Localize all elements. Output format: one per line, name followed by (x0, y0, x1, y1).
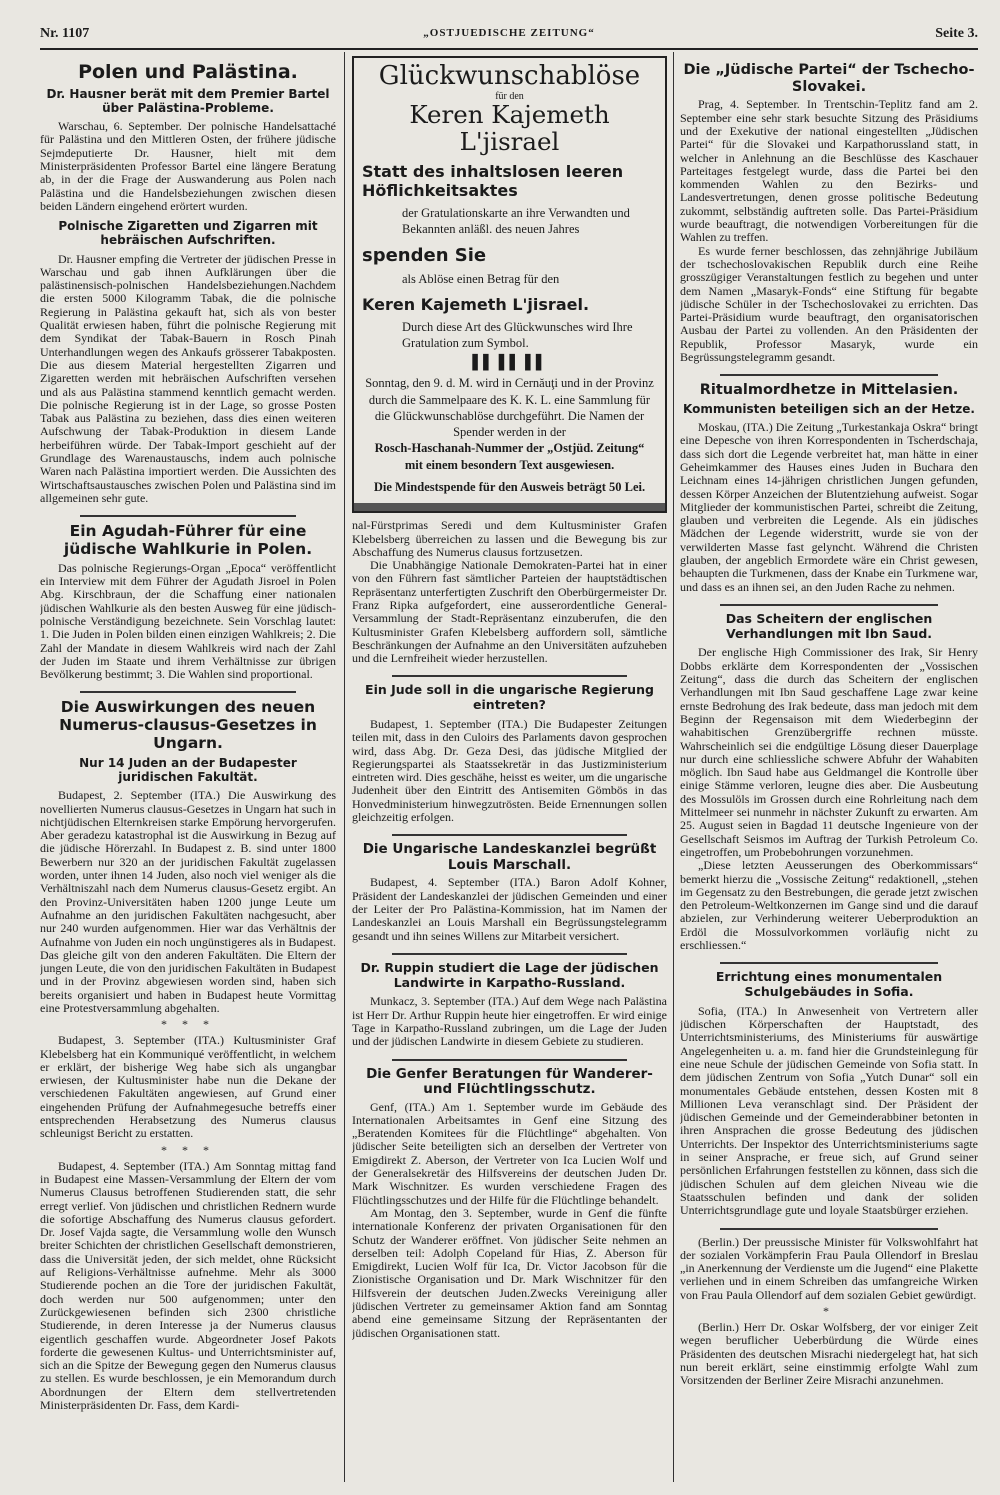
paragraph: (Berlin.) Herr Dr. Oskar Wolfsberg, der vor einiger Zeit wegen beruflicher Ueberbürdung die Würde eines Präsidenten des deutschen Misrachi niedergelegt hat, hat sich nun bereit erklärt, seine einstimmig erfolgte Wahl zum Vorsitzenden der Berliner Zeire Misrachi anzunehmen. (680, 1320, 978, 1388)
column-middle (352, 56, 667, 1481)
paragraph: Budapest, 2. September (ITA.) Die Auswirkung des novellierten Numerus clausus-Gesetzes in Ungarn hat such in nichtjüdischen Elternkreisen starke Empörung hervorgerufen. Aber geradezu katastrophal ist die Auswirkung in Bezug auf die jüdische Hörerzahl. In Budapest z. B. sind unter 1800 Bewerbern nur 320 an der juridischen Fakultät zugelassen worden, unter ihnen 14 Juden, also noch viel weniger als die Verhältniszahl nach dem Numerus clausus-Gesetz ergibt. An den Provinz-Universitäten haben 1200 junge Leute um Aufnahme an den juridischen Fakultäten nachgesucht, aber nur 240 wurden aufgenommen. Hier war das Verhältnis der Aufnahme von Juden ein noch ungünstigeres als in Budapest. Das gleiche gilt von den anderen Fakultäten. Die Eltern der jungen Leute, die von den juridischen Fakultäten in Budapest und in der Provinz abgewiesen worden sind, haben sich bereits organisiert und haben in Budapest heute Vormittag eine Protestversammlung abgehalten. (40, 788, 336, 1015)
divider (720, 374, 938, 376)
paragraph: Genf, (ITA.) Am 1. September wurde im Gebäude des Internationalen Arbeitsamtes in Genf eine Sitzung des „Beratenden Komitees für die Flüchtlinge“ abgehalten. Von jüdischer Seite beteiligten sich an derselben der Vertreter von Emigdirekt Z. Aberson, der Vertreter von Ica Lucien Wolf und der Generalsekretär des Hilfsvereins der deutschen Juden Dr. Mark Wischnitzer. Es wurden verschiedene Fragen des Flüchtlingsschutzes und der Hilfe für die Flüchtlinge behandelt. (352, 1099, 667, 1207)
article-title: Ein Jude soll in die ungarische Regierung eintreten? (365, 682, 654, 713)
paragraph: Budapest, 4. September (ITA.) Baron Adolf Kohner, Präsident der Landeskanzlei der jüdischen Gemeinden und einer der Leiter der Pro Palästina-Kommission, hat im Namen der Landeskanzlei an Louis Marshall ein Begrüssungstelegramm gesandt und ihn seines Willens zur Mitarbeit versichert. (352, 875, 667, 943)
article-subtitle: Dr. Hausner berät mit dem Premier Bartel über Palästina-Probleme. (46, 86, 330, 115)
column-rule (344, 52, 345, 1482)
paragraph: Dr. Hausner empfing die Vertreter der jüdischen Presse in Warschau und gab ihnen Aufklärungen über die palästinensisch-polnischen Handelsbeziehungen.Nachdem die ersten 5000 Kilogramm Tabak, die die polnische Regierung in Palästina gekauft hat, sich als von bester Qualität erwiesen haben, führt die polnische Regierung mit dem Syndikat der Tabak-Bauern in Rosch Pinah Unterhandlungen wegen des Ankaufs grösserer Tabakposten. Die aus diesem Material hergestellten Zigarren und Zigaretten werden mit hebräischen Aufschriften versehen und als aus Palästina stammend kenntlich gemacht werden. Die polnische Regierung ist in der Lage, so grosse Posten Tabak aus Palästina zu beziehen, dass dies einen weiteren Aufschwung der Tabak-Produktion in diesem Lande herbeiführen würde. Der Tabak-Import geschieht auf der Grundlage des Warenaustauschs, indem auch polnische Waren nach Palästina importiert werden. Die Aussichten des Wirtschaftsaustausches zwischen Polen und Palästina sind im allgemeinen sehr gute. (40, 251, 336, 505)
divider (720, 604, 938, 606)
page-header (40, 22, 978, 46)
ad-small-text: für den (495, 90, 524, 102)
article-title: Errichtung eines monumentalen Schulgebäudes in Sofia. (715, 969, 943, 1000)
paragraph: Der englische High Commissioner des Irak, Sir Henry Dobbs erklärte dem Korrespondenten der „Vossischen Zeitung“, dass die durch das Scheitern der englischen Verhandlungen mit Ibn Saud geschaffene Lage zwar keine ernste Bedrohung des Irak bedeute, dass man jedoch mit dem Beginn der Regensaison mit dem Wiederbeginn der wahabitischen Grenzübergriffe rechnen müsste. Wahrscheinlich sei die endgültige Lösung dieser Dauerplage nur durch eine schliessliche schwere Abfuhr der Wahabiten möglich. Ibn Saud habe aus Geldmangel die Kontrolle über einige Stämme verloren, leugne dies aber. Die Ausbeutung des Mossulöls im Grossen durch eine Rohrleitung nach dem Mittelmeer sei nunmehr in nächster Zukunft zu erwarten. Am 25. August seien in Bagdad 11 deutsche Ingenieure von der Gesellschaft Seismos im Auftrag der Turkish Petroleum Co. eingetroffen, um Probebohrungen vorzunehmen. (680, 645, 978, 859)
article-subtitle: Nur 14 Juden an der Budapester juridischen Fakultät. (79, 755, 297, 785)
paragraph: Die Unabhängige Nationale Demokraten-Partei hat in einer von den Führern fast sämtlicher Parteien der hauptstädtischen Repräsentanz unterfertigten Zuschrift den Oberbürgermeister Dr. Franz Ripka aufgefordert, eine ausserordentliche General-Versammlung der Stadt-Repräsentanz einzuberufen, die den Kultusminister Grafen Klebelsberg auffordern soll, sämtliche Beschränkungen der Aufnahme an den Universitäten aufzuheben und die Lernfreiheit wieder herzustellen. (352, 558, 667, 666)
paragraph: Prag, 4. September. In Trentschin-Teplitz fand am 2. September eine sehr stark besuchte Sitzung des Präsidiums und der Exekutive der national eingestellten „Jüdischen Partei“ für die Slovakei und Karpathorussland statt, in welcher in Anlehnung an die Beschlüsse des Kaschauer Parteitages festgelegt wurde, dass die Partei bei den kommenden Wahlen zu den Bezirks- und Landesvertretungen, denen grosse politische Bedeutung zukommt, selbständig auftreten solle. Das Partei-Präsidium wurde beauftragt, die notwendigen Vorbereitungen für die Wahlen zu treffen. (680, 97, 978, 245)
paragraph: (Berlin.) Der preussische Minister für Volkswohlfahrt hat der sozialen Vorkämpferin Frau Paula Ollendorf in Breslau „in Anerkennung der Verdienste um die Jugend“ eine Plakette verliehen und in einem Schreiben das umfangreiche Wirken von Frau Paula Ollendorf auf dem sozialen Gebiet gewürdigt. (680, 1234, 978, 1302)
divider (392, 834, 627, 836)
paragraph: nal-Fürstprimas Seredi und dem Kultusminister Grafen Klebelsberg überreichen zu lassen und die Bewegung bis zur Abschaffung des Numerus clausus fortzusetzen. (352, 518, 667, 559)
paragraph: Sofia, (ITA.) In Anwesenheit von Vertretern aller jüdischen Körperschaften der Hauptstadt, des Unterrichtsministeriums, des Ministeriums für auswärtige Angelegenheiten u. a. m. fand hier die Grundsteinlegung für eine neue Schule der jüdischen Gemeinde von Sofia statt. In dem jüdischen Zentrum von Sofia „Yutch Dunar“ soll ein monumentales Gebäude entstehen, dessen Kosten mit 8 Millionen Leva veranschlagt sind. Der Präsident der jüdischen Gemeinde und der Gemeinderabbiner betonten in ihren Ansprachen die grosse Bedeutung des jüdischen Unterrichts. Der Inspektor des Unterrichtsministeriums sagte in seiner Ansprache, er freue sich, auf Grund seiner persönlichen Erfahrungen feststellen zu können, dass sich die jüdischen Schulen auf dem gleichen Niveau wie die Staatsschulen befinden und dank der soliden Unterrichtsgrundlage gute und loyale Staatsbürger erziehen. (680, 1003, 978, 1218)
article-subtitle: Kommunisten beteiligen sich an der Hetze. (682, 401, 975, 416)
column-left (40, 56, 336, 1481)
ad-text: Durch diese Art des Glückwunsches wird Ihre Gratulation zum Symbol. (402, 320, 633, 350)
ad-text: Rosch-Haschanah-Nummer der „Ostjüd. Zeitung“ (374, 441, 645, 456)
divider (80, 515, 296, 517)
ad-title: Keren Kajemeth L'jisrael (409, 99, 610, 156)
column-rule (673, 52, 674, 1482)
paragraph: Am Montag, den 3. September, wurde in Genf die fünfte internationale Konferenz der privaten Organisationen für den Schutz der Wanderer eröffnet. Von jüdischer Seite nehmen an derselben teil: Adolph Copeland für Hias, Z. Aberson für Emigdirekt, Lucien Wolf für Ica, Dr. Victor Jacobson für die Zionistische Organisation und Dr. Mark Wischnitzer für den Hilfsverein der deutschen Juden.Zwecks Vereinigung aller jüdischen Vertreter zu gemeinsamer Aktion fand am Sonntag abend eine gemeinsame Sitzung der Repräsentanten der jüdischen Organisationen statt. (352, 1205, 667, 1340)
ad-ornament: ▌▌ ▌▌ ▌▌ (472, 355, 547, 372)
article-title: Die Auswirkungen des neuen Numerus-clausus-Gesetzes in Ungarn. (59, 698, 317, 753)
article-title: Die „Jüdische Partei“ der Tschecho-Slovakei. (683, 62, 975, 95)
ad-bottom-bar (354, 503, 665, 511)
issue-number: Nr. 1107 (40, 26, 90, 41)
divider (80, 691, 296, 693)
article-title: Die Ungarische Landeskanzlei begrüßt Louis Marschall. (362, 841, 657, 873)
column-right (680, 56, 978, 1481)
section-stars: * * * (161, 1142, 215, 1157)
ad-title: Glückwunschablöse (378, 61, 641, 91)
ad-heading: spenden Sie (362, 244, 487, 266)
divider (392, 1059, 627, 1061)
header-rule (40, 48, 978, 50)
divider (720, 1228, 938, 1230)
paragraph: Warschau, 6. September. Der polnische Handelsattaché für Palästina und den Mittleren Osten, der frühere jüdische Sejmdeputierte Dr. Hausner, hielt mit dem Ministerpräsidenten Professor Bartel eine längere Beratung ab, in der die Frage der Auswanderung aus Polen nach Palästina und die Handelsbeziehungen zwischen diesen beiden Ländern eingehend erörtert wurden. (40, 119, 336, 213)
ad-heading: Statt des inhaltslosen leeren Höflichkeitsaktes (362, 162, 624, 200)
advertisement-box (352, 56, 667, 513)
divider (392, 675, 627, 677)
paragraph: Es wurde ferner beschlossen, das zehnjährige Jubiläum der tschechoslovakischen Republik durch eine Reihe grosszügiger Veranstaltungen festlich zu begehen und unter dem Namen „Masaryk-Fonds“ eine Stiftung für begabte jüdische Schüler in der Tschechoslovakei zu errichten. Das Partei-Präsidium wurde beauftragt, den organisatorischen Ausbau der Partei zu vollenden. An den Präsidenten der Republik, Professor Masaryk, wurde ein Begrüssungstelegramm gesandt. (680, 243, 978, 364)
article-title: Polen und Palästina. (78, 61, 298, 83)
paragraph: Munkacz, 3. September (ITA.) Auf dem Wege nach Palästina ist Herr Dr. Arthur Ruppin heute hier eingetroffen. Er wird einige Tage in Karpatho-Russland zubringen, um die Lage der Juden und der jüdischen Landwirte in diesem Gebiete zu studieren. (352, 994, 667, 1049)
article-title: Dr. Ruppin studiert die Lage der jüdischen Landwirte in Karpatho-Russland. (360, 959, 659, 990)
ad-heading: Keren Kajemeth L'jisrael. (362, 294, 590, 314)
paragraph: Budapest, 3. September (ITA.) Kultusminister Graf Klebelsberg hat ein Kommuniqué veröffentlicht, in welchem er erklärt, der bisherige Weg habe sich als ungangbar erwiesen, der Kultusminister habe nun die Dekane der verschiedenen Fakultäten angewiesen, auf Grund einer eingehenden Prüfung der Aufnahmegesuche betreffs einer entsprechenden Herabsetzung des Numerus clausus schleunigst Bericht zu erstatten. (40, 1033, 336, 1141)
paragraph: „Diese letzten Aeusserungen des Oberkommissars“ bemerkt hierzu die „Vossische Zeitung“ redaktionell, „stehen im Gegensatz zu den Bestrebungen, die gerade jetzt zwischen den Petroleum-Weltkonzernen im Gange sind und die darauf abzielen, zur Verhinderung weiterer Ueberproduktion an Erdöl die Mossulvorkommen vorläufig nicht zu erschliessen.“ (680, 858, 978, 952)
paragraph: Budapest, 1. September (ITA.) Die Budapester Zeitungen teilen mit, dass in den Culoirs des Parlaments davon gesprochen wird, dass Abg. Dr. Geza Desi, das jüdische Mitglied der Regierungspartei als Staatssekretär in das Justizministerium eintreten wird. Dies geschähe, heisst es weiter, um die ungarische Judenheit über den Eintritt des Antisemiten Gömbös in das Honvedministerium hinwegzutrösten. Beide Ernennungen sollen gleichzeitig erfolgen. (352, 716, 667, 825)
article-title: Ritualmordhetze in Mittelasien. (699, 382, 959, 399)
section-stars: * * * (161, 1017, 215, 1032)
article-title: Das Scheitern der englischen Verhandlungen mit Ibn Saud. (725, 610, 933, 641)
newspaper-name: „OSTJUEDISCHE ZEITUNG“ (423, 27, 595, 39)
ad-text: Die Mindestspende für den Ausweis beträgt 50 Lei. (373, 479, 646, 494)
divider (720, 962, 938, 964)
article-title: Die Genfer Beratungen für Wanderer- und Flüchtlingsschutz. (366, 1065, 653, 1098)
paragraph: Das polnische Regierungs-Organ „Epoca“ veröffentlicht ein Interview mit dem Führer der Agudath Jisroel in Polen Abg. Kirschbraun, der die Schaffung einer nationalen jüdischen Wahlkurie als den besten Ausweg für eine jüdisch-polnische Verständigung bezeichnete. Sein Vorschlag lautet: 1. Die Juden in Polen bilden einen einzigen Wahlkreis; 2. Die Zahl der Mandate in diesem Wahlkreis wird nach der Zahl der Juden im Staate und ihrem Verhältnisse zur übrigen Bevölkerung bestimmt; 3. Die Wahlen sind proportional. (40, 560, 336, 682)
ad-text: mit einem besondern Text ausgewiesen. (404, 457, 615, 472)
paragraph: Budapest, 4. September (ITA.) Am Sonntag mittag fand in Budapest eine Massen-Versammlung der Eltern der vom Numerus Clausus betroffenen Studierenden statt, die sehr erregt verlief. Von jüdischen und christlichen Rednern wurde die sofortige Abschaffung des Numerus clausus gefordert. Dr. Josef Vajda sagte, die Versammlung wolle den Wunsch breiter Schichten der christlichen Gesellschaft demonstrieren, dass die Universität jeden, der sich meldet, ohne Rücksicht auf Religions-Verhältnisse aufnehme. Mehr als 3000 Studierende pochen an die Tore der juridischen Fakultät, doch werden nur 500 aufgenommen; unter den Zurückgewiesenen befinden sich 2300 christliche Studierende, in deren Interesse ja der Numerus clausus eigentlich geschaffen wurde. Abgeordneter Josef Pakots forderte die gewesenen Kultus- und Unterrichtsminister auf, sich an die Spitze der Bewegung gegen den Numerus clausus zu stellen. Es wurde beschlossen, je ein Memorandum durch Abordnungen der Eltern dem stellvertretenden Ministerpräsidenten Dr. Fass, dem Kardi- (40, 1158, 336, 1412)
page-number: Seite 3. (935, 26, 978, 41)
ad-text: Sonntag, den 9. d. M. wird in Cernăuţi und in der Provinz durch die Sammelpaare des K. K. L. eine Sammlung für die Glückwunschablöse durchgeführt. Die Namen der Spender werden in der (365, 376, 654, 440)
section-star: * (823, 1304, 835, 1319)
article-subtitle: Polnische Zigaretten und Zigarren mit hebräischen Aufschriften. (58, 219, 318, 248)
article-title: Ein Agudah-Führer für eine jüdische Wahlkurie in Polen. (63, 522, 313, 558)
ad-text: der Gratulationskarte an ihre Verwandten und Bekannten anläßl. des neuen Jahres (402, 206, 630, 236)
ad-text: als Ablöse einen Betrag für den (402, 272, 560, 287)
paragraph: Moskau, (ITA.) Die Zeitung „Turkestankaja Oskra“ bringt eine Depesche von ihren Korrespondenten in Tscherdschaja, dass sich dort die Legende verbreitet hat, man hätte in einer Geheimkammer des Hauses eines Juden in Buchara den Leichnam eines 14-jährigen christlichen Jungen gefunden, dessen Körper Anzeichen der Blutentziehung aufweist. Sogar Mitglieder der kommunistischen Partei, schreibt die Zeitung, glauben und verbreiten die Legende. Als ein jüdisches Mädchen der Legende widerstritt, wurde sie von der verwilderten Masse fast gelyncht. Während die Christen glauben, der angeblich Ermordete wäre ein Christ gewesen, behaupten die Turkmenen, dass der Knabe ein Turkmene war, und dass es an ihnen sei, an den Juden Rache zu nehmen. (680, 420, 978, 594)
divider (392, 953, 627, 955)
